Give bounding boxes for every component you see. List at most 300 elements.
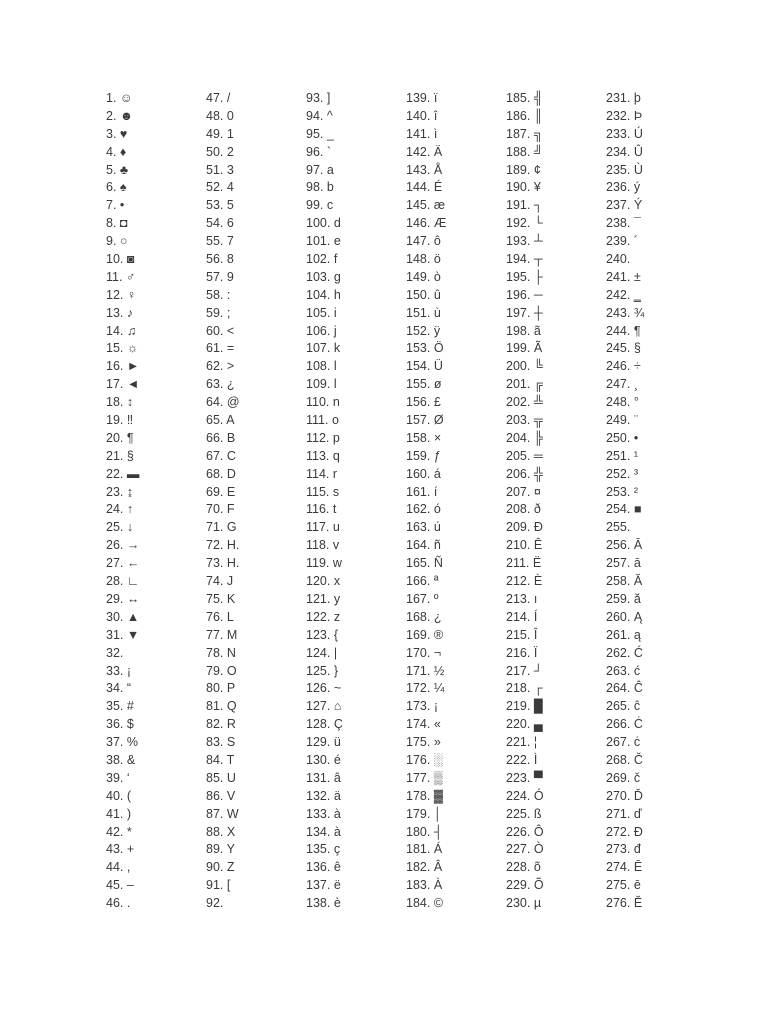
char-code: 86.: [206, 788, 224, 803]
char-entry: [506, 215, 606, 233]
char-code: 25.: [106, 520, 124, 535]
char-code: 44.: [106, 860, 124, 875]
char-code: 241.: [606, 269, 631, 284]
char-glyph: B: [226, 430, 236, 445]
char-entry: [606, 663, 706, 681]
char-glyph: ©: [433, 896, 444, 911]
char-glyph: ā: [633, 556, 641, 571]
char-glyph: |: [333, 645, 338, 660]
char-code: 139.: [406, 91, 431, 105]
char-code: 45.: [106, 878, 124, 893]
char-entry: [606, 752, 706, 770]
char-glyph: Ì: [533, 752, 538, 767]
char-entry: [406, 358, 506, 376]
char-code: 76.: [206, 609, 224, 624]
char-glyph: D: [226, 466, 236, 481]
char-code: 162.: [406, 502, 431, 517]
char-entry: [406, 895, 506, 913]
char-glyph: 1: [226, 126, 234, 141]
char-glyph: ↕: [126, 395, 134, 410]
char-code: 95.: [306, 126, 324, 141]
char-entry: [306, 376, 406, 394]
char-code: 259.: [606, 591, 631, 606]
char-code: 101.: [306, 234, 331, 249]
char-glyph: ¾: [633, 305, 645, 320]
char-glyph: ~: [333, 681, 342, 696]
char-code: 251.: [606, 448, 631, 463]
char-glyph: ■: [633, 502, 642, 517]
char-entry: [506, 358, 606, 376]
char-entry: [306, 484, 406, 502]
char-entry: [606, 394, 706, 412]
char-code: 56.: [206, 252, 224, 267]
char-code: 23.: [106, 484, 124, 499]
char-code: 207.: [506, 484, 531, 499]
char-glyph: ♣: [119, 162, 129, 177]
char-entry: [606, 179, 706, 197]
char-entry: [606, 108, 706, 126]
char-code: 110.: [306, 395, 330, 410]
char-entry: [506, 895, 606, 913]
char-code: 3.: [106, 126, 117, 141]
char-entry: [306, 752, 406, 770]
char-glyph: ←: [126, 556, 140, 571]
char-entry: [506, 877, 606, 895]
char-glyph: 9: [226, 269, 234, 284]
char-code: 74.: [206, 574, 224, 589]
column-1: [106, 90, 206, 913]
char-entry: [406, 287, 506, 305]
char-entry: [406, 859, 506, 877]
char-code: 192.: [506, 216, 531, 231]
char-glyph: ‼: [126, 413, 134, 428]
char-entry: [306, 90, 406, 108]
char-entry: [206, 537, 306, 555]
char-glyph: º: [433, 591, 439, 606]
char-code: 52.: [206, 180, 224, 195]
char-code: 208.: [506, 502, 531, 517]
char-code: 230.: [506, 896, 531, 911]
char-glyph: í: [433, 484, 438, 499]
char-entry: [206, 573, 306, 591]
char-entry: [606, 144, 706, 162]
char-code: 73.: [206, 556, 224, 571]
char-glyph: ☺: [119, 91, 133, 105]
char-code: 178.: [406, 788, 431, 803]
char-entry: [206, 233, 306, 251]
char-glyph: ê: [333, 860, 341, 875]
char-glyph: ¿: [226, 377, 235, 392]
char-glyph: ã: [533, 323, 541, 338]
char-glyph: ĉ: [633, 699, 641, 714]
char-glyph: }: [333, 663, 339, 678]
char-entry: [106, 716, 206, 734]
char-entry: [506, 573, 606, 591]
char-entry: [306, 770, 406, 788]
char-code: 205.: [506, 448, 531, 463]
char-glyph: v: [332, 538, 340, 553]
char-entry: [106, 555, 206, 573]
char-code: 78.: [206, 645, 224, 660]
char-entry: [306, 519, 406, 537]
char-glyph: ¬: [433, 645, 442, 660]
char-entry: [506, 269, 606, 287]
char-entry: [506, 555, 606, 573]
char-code: 224.: [506, 788, 531, 803]
char-glyph: ý: [633, 180, 641, 195]
char-glyph: ×: [433, 430, 442, 445]
char-glyph: Ċ: [633, 717, 643, 732]
char-entry: [606, 627, 706, 645]
char-entry: [106, 537, 206, 555]
char-entry: [206, 752, 306, 770]
char-entry: [606, 197, 706, 215]
char-code: 276.: [606, 896, 631, 911]
column-2: [206, 90, 306, 913]
char-entry: [206, 412, 306, 430]
char-code: 212.: [506, 574, 531, 589]
char-glyph: ù: [433, 305, 441, 320]
char-code: 9.: [106, 234, 117, 249]
char-code: 231.: [606, 91, 631, 105]
char-entry: [306, 305, 406, 323]
char-entry: [406, 305, 506, 323]
char-code: 13.: [106, 305, 124, 320]
char-entry: [506, 680, 606, 698]
char-entry: [206, 126, 306, 144]
char-code: 119.: [306, 556, 330, 571]
char-code: 270.: [606, 788, 631, 803]
char-glyph: ╗: [533, 126, 543, 141]
char-glyph: ╝: [533, 144, 543, 159]
char-entry: [606, 501, 706, 519]
char-code: 11.: [106, 269, 123, 284]
char-code: 175.: [406, 735, 431, 750]
char-code: 197.: [506, 305, 531, 320]
char-glyph: ē: [633, 878, 641, 893]
char-code: 250.: [606, 430, 631, 445]
char-glyph: ╔: [533, 377, 543, 392]
char-code: 263.: [606, 663, 631, 678]
char-entry: [206, 716, 306, 734]
char-entry: [206, 430, 306, 448]
char-glyph: Ý: [633, 198, 643, 213]
char-glyph: ç: [333, 842, 341, 857]
char-code: 155.: [406, 377, 431, 392]
char-code: 200.: [506, 359, 531, 374]
char-glyph: ▓: [433, 788, 443, 803]
char-code: 167.: [406, 591, 431, 606]
char-code: 65.: [206, 413, 224, 428]
char-glyph: $: [126, 717, 134, 732]
char-code: 104.: [306, 287, 331, 302]
char-glyph: Î: [533, 627, 538, 642]
char-entry: [106, 448, 206, 466]
char-entry: [506, 144, 606, 162]
char-code: 124.: [306, 645, 331, 660]
char-code: 266.: [606, 717, 631, 732]
char-glyph: .: [126, 896, 131, 911]
char-code: 15.: [106, 341, 124, 356]
char-glyph: ¤: [533, 484, 541, 499]
char-entry: [506, 287, 606, 305]
char-code: 96.: [306, 144, 324, 159]
char-glyph: ∟: [126, 574, 140, 589]
char-code: 265.: [606, 699, 631, 714]
char-code: 8.: [106, 216, 117, 231]
char-entry: [506, 233, 606, 251]
char-glyph: ╠: [533, 430, 543, 445]
char-glyph: ]: [326, 91, 331, 105]
char-entry: [406, 841, 506, 859]
char-entry: [206, 698, 306, 716]
char-code: 236.: [606, 180, 631, 195]
char-code: 12.: [106, 287, 124, 302]
char-glyph: Ä: [433, 144, 443, 159]
char-entry: [406, 537, 506, 555]
char-glyph: h: [333, 287, 341, 302]
char-entry: [406, 680, 506, 698]
char-glyph: 8: [226, 252, 234, 267]
char-glyph: Í: [533, 609, 538, 624]
char-entry: [306, 108, 406, 126]
char-glyph: ↨: [126, 484, 134, 499]
char-glyph: à: [333, 824, 341, 839]
char-entry: [506, 162, 606, 180]
char-code: 238.: [606, 216, 631, 231]
char-code: 267.: [606, 735, 631, 750]
char-code: 118.: [306, 538, 330, 553]
char-code: 123.: [306, 627, 331, 642]
char-glyph: 5: [226, 198, 234, 213]
char-entry: [206, 340, 306, 358]
char-entry: [406, 108, 506, 126]
char-entry: [506, 501, 606, 519]
char-glyph: ¥: [533, 180, 541, 195]
char-code: 275.: [606, 878, 631, 893]
char-entry: [406, 144, 506, 162]
char-entry: [306, 841, 406, 859]
char-glyph: A: [226, 413, 235, 428]
char-glyph: ¯: [633, 216, 641, 231]
char-entry: [206, 680, 306, 698]
char-code: 256.: [606, 538, 631, 553]
char-glyph: X: [226, 824, 236, 839]
char-code: 115.: [306, 484, 330, 499]
char-entry: [406, 215, 506, 233]
char-glyph: T: [226, 752, 235, 767]
char-code: 87.: [206, 806, 224, 821]
char-glyph: ø: [433, 377, 442, 392]
char-code: 82.: [206, 717, 224, 732]
char-entry: [306, 573, 406, 591]
char-glyph: ─: [533, 287, 543, 302]
char-glyph: Q: [226, 699, 237, 714]
char-code: 68.: [206, 466, 224, 481]
char-glyph: Ù: [633, 162, 643, 177]
char-code: 220.: [506, 717, 531, 732]
char-glyph: a: [326, 162, 334, 177]
char-entry: [206, 269, 306, 287]
char-entry: [306, 394, 406, 412]
char-glyph: ċ: [633, 735, 641, 750]
char-entry: [106, 430, 206, 448]
char-entry: [406, 752, 506, 770]
char-entry: [206, 144, 306, 162]
char-entry: [306, 197, 406, 215]
char-entry: [206, 859, 306, 877]
char-code: 75.: [206, 591, 224, 606]
char-code: 4.: [106, 144, 117, 159]
char-code: 258.: [606, 574, 631, 589]
char-code: 244.: [606, 323, 631, 338]
char-entry: [306, 698, 406, 716]
char-code: 111.: [306, 413, 329, 428]
char-code: 135.: [306, 842, 331, 857]
char-glyph: >: [226, 359, 235, 374]
char-entry: [606, 287, 706, 305]
char-glyph: ┌: [533, 681, 543, 696]
char-code: 69.: [206, 484, 224, 499]
char-glyph: ®: [433, 627, 444, 642]
char-code: 214.: [506, 609, 531, 624]
char-entry: [606, 376, 706, 394]
char-glyph: ‘: [126, 770, 130, 785]
char-glyph: Ñ: [433, 556, 443, 571]
char-entry: [306, 680, 406, 698]
char-code: 239.: [606, 234, 631, 249]
char-glyph: Ô: [533, 824, 544, 839]
char-code: 14.: [106, 323, 124, 338]
char-glyph: ð: [533, 502, 541, 517]
char-entry: [406, 501, 506, 519]
char-code: 160.: [406, 466, 431, 481]
char-entry: [306, 233, 406, 251]
char-entry: [106, 895, 206, 913]
char-glyph: ă: [633, 591, 641, 606]
char-glyph: ┘: [533, 663, 543, 678]
char-code: 225.: [506, 806, 531, 821]
char-glyph: F: [226, 502, 235, 517]
char-code: 194.: [506, 252, 531, 267]
char-entry: [206, 734, 306, 752]
char-glyph: y: [333, 591, 341, 606]
char-entry: [506, 770, 606, 788]
char-code: 170.: [406, 645, 431, 660]
char-code: 190.: [506, 180, 531, 195]
char-entry: [406, 806, 506, 824]
char-entry: [106, 841, 206, 859]
char-glyph: {: [333, 627, 339, 642]
char-glyph: ↔: [126, 591, 140, 606]
char-code: 37.: [106, 735, 124, 750]
char-code: 98.: [306, 180, 324, 195]
char-glyph: ): [126, 806, 132, 821]
char-entry: [106, 340, 206, 358]
char-glyph: *: [126, 824, 132, 839]
char-glyph: O: [226, 663, 237, 678]
char-code: 122.: [306, 609, 331, 624]
char-code: 185.: [506, 91, 531, 105]
char-entry: [506, 841, 606, 859]
char-entry: [106, 627, 206, 645]
char-glyph: 7: [226, 234, 234, 249]
char-glyph: Ø: [433, 413, 444, 428]
char-code: 51.: [206, 162, 224, 177]
char-glyph: Ó: [533, 788, 544, 803]
char-code: 41.: [106, 806, 124, 821]
char-glyph: õ: [533, 860, 541, 875]
char-code: 26.: [106, 538, 124, 553]
char-glyph: p: [332, 430, 340, 445]
char-code: 202.: [506, 395, 531, 410]
char-code: 30.: [106, 609, 124, 624]
char-code: 203.: [506, 413, 531, 428]
char-entry: [306, 430, 406, 448]
char-entry: [506, 430, 606, 448]
char-entry: [406, 323, 506, 341]
char-entry: [606, 591, 706, 609]
char-glyph: [: [226, 878, 231, 893]
char-glyph: ┼: [533, 305, 543, 320]
char-code: 70.: [206, 502, 224, 517]
char-code: 215.: [506, 627, 531, 642]
char-code: 58.: [206, 287, 224, 302]
char-entry: [306, 609, 406, 627]
char-code: 204.: [506, 430, 531, 445]
char-glyph: 3: [226, 162, 234, 177]
char-entry: [406, 126, 506, 144]
char-entry: [506, 591, 606, 609]
char-code: 10.: [106, 252, 124, 267]
char-glyph: ♫: [126, 323, 137, 338]
char-entry: [406, 90, 506, 108]
char-glyph: @: [226, 395, 240, 410]
char-glyph: ¨: [633, 413, 638, 428]
char-entry: [106, 305, 206, 323]
char-glyph: ‗: [633, 287, 641, 302]
char-glyph: j: [333, 323, 337, 338]
char-glyph: ▼: [126, 627, 140, 642]
char-glyph: ◘: [119, 216, 128, 231]
char-glyph: À: [433, 878, 443, 893]
char-code: 128.: [306, 717, 331, 732]
char-code: 226.: [506, 824, 531, 839]
char-entry: [406, 251, 506, 269]
char-code: 249.: [606, 413, 631, 428]
char-glyph: £: [433, 395, 441, 410]
char-code: 260.: [606, 609, 631, 624]
char-code: 108.: [306, 359, 331, 374]
char-code: 188.: [506, 144, 531, 159]
char-code: 21.: [106, 448, 124, 463]
char-entry: [606, 484, 706, 502]
char-entry: [406, 269, 506, 287]
char-glyph: ├: [533, 269, 543, 284]
char-code: 262.: [606, 645, 631, 660]
char-entry: [106, 609, 206, 627]
char-entry: [206, 824, 306, 842]
char-glyph: ┤: [433, 824, 443, 839]
char-code: 53.: [206, 198, 224, 213]
char-code: 134.: [306, 824, 331, 839]
char-entry: [106, 179, 206, 197]
char-code: 183.: [406, 878, 431, 893]
char-entry: [306, 448, 406, 466]
char-glyph: ┴: [533, 234, 543, 249]
char-entry: [306, 251, 406, 269]
char-entry: [606, 645, 706, 663]
